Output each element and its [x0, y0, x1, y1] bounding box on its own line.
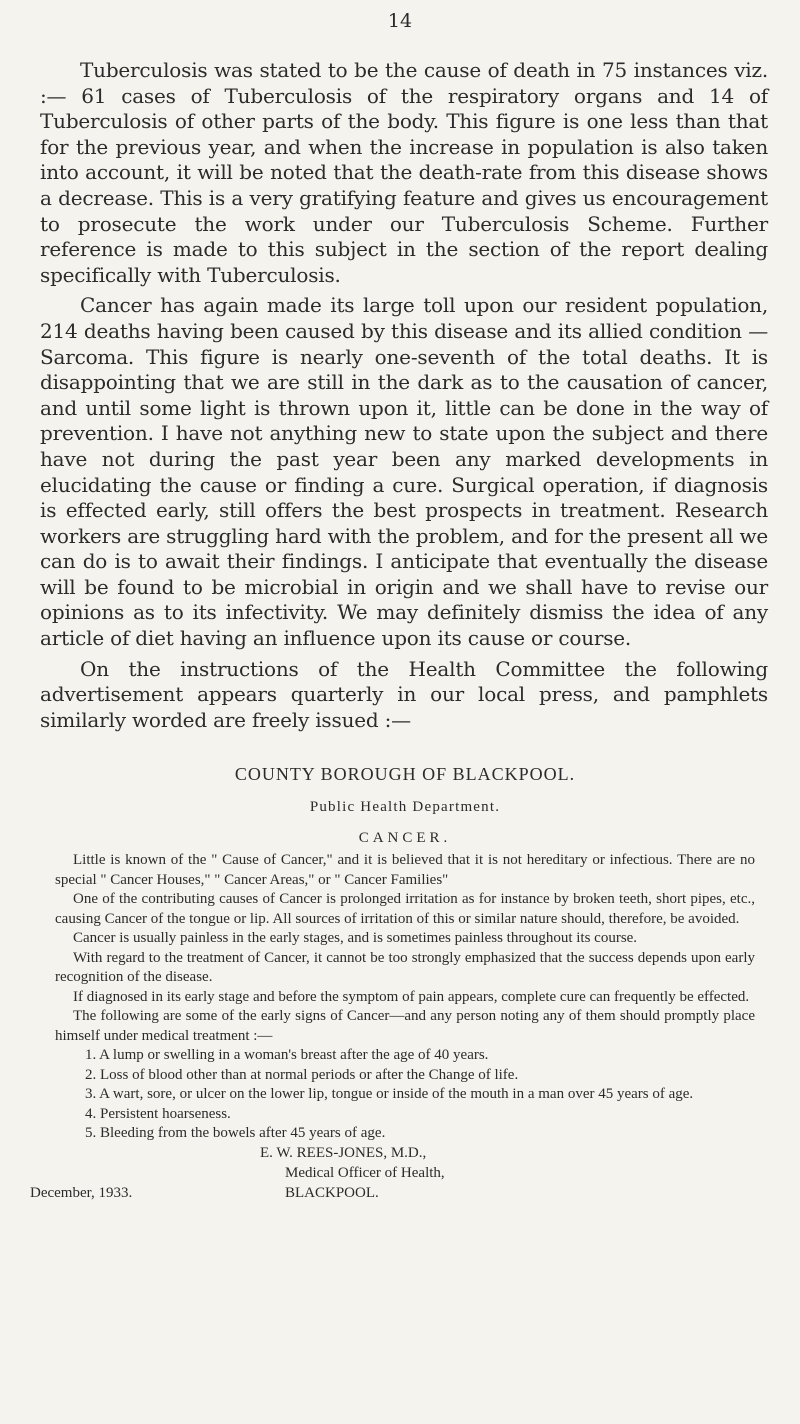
- list-item: 5. Bleeding from the bowels after 45 years of age.: [85, 1125, 386, 1141]
- paragraph-cancer: Cancer has again made its large toll upon our resident population, 214 deaths having been caused by this disease and its allied condition —Sarcoma. This figure is nearly one-seventh of the total deaths. It is disappointing that we are still in the dark as to the causation of cancer, and until some light is thrown upon it, little can be done in the way of prevention. I have not anything new to state upon the subject and there have not during the past year been any marked developments in elucidating the cause or finding a cure. Surgical operation, if diagnosis is effected early, still offers the best prospects in treatment. Research workers are struggling hard with the problem, and for the present all we can do is to await their findings. I anticipate that eventually the disease will be found to be microbial in origin and we shall have to revise our opinions as to its infectivity. We may definitely dismiss the idea of any article of diet having an influence upon its cause or course.: [40, 293, 768, 651]
- paragraph-tuberculosis: Tuberculosis was stated to be the cause of death in 75 instances viz. :— 61 cases of Tuberculosis of the respiratory organs and 14 of Tuberculosis of other parts of the body. This figure is one less than that for the previous year, and when the increase in population is also taken into account, it will be noted that the death-rate from this disease shows a decrease. This is a very gratifying feature and gives us encouragement to prosecute the work under our Tuberculosis Scheme. Further reference is made to this subject in the section of the report dealing specifically with Tuberculosis.: [40, 58, 768, 287]
- notice-paragraph: Little is known of the " Cause of Cancer," and it is believed that it is not hereditary or infectious. There are no special " Cancer Houses," " Cancer Areas," or " Cancer Families": [55, 852, 755, 888]
- notice-text: [55, 851, 755, 1046]
- notice-paragraph: One of the contributing causes of Cancer is prolonged irritation as for instance by broken teeth, short pipes, etc., causing Cancer of the tongue or lip. All sources of irritation of this or similar nature should, therefore, be avoided.: [55, 891, 755, 927]
- list-item: 2. Loss of blood other than at normal periods or after the Change of life.: [85, 1066, 519, 1083]
- early-signs-list: [55, 1046, 755, 1144]
- page-number: 14: [387, 10, 413, 32]
- notice-heading: COUNTY BOROUGH OF BLACKPOOL.: [234, 764, 576, 784]
- signature-date: December, 1933.: [30, 1184, 133, 1201]
- notice-paragraph: If diagnosed in its early stage and before the symptom of pain appears, complete cure can frequently be effected.: [73, 988, 750, 1005]
- notice-paragraph: Cancer is usually painless in the early stages, and is sometimes painless throughout its course.: [73, 930, 638, 946]
- notice-title: CANCER.: [358, 830, 452, 846]
- list-item: 3. A wart, sore, or ulcer on the lower lip, tongue or inside of the mouth in a man over 45 years of age.: [85, 1086, 694, 1102]
- list-item: 4. Persistent hoarseness.: [85, 1105, 231, 1122]
- notice-paragraph: The following are some of the early signs of Cancer—and any person noting any of them should promptly place himself under medical treatment :—: [55, 1008, 755, 1044]
- signature-name: E. W. REES-JONES, M.D.,: [260, 1144, 427, 1161]
- cancer-notice: [30, 764, 755, 1204]
- list-item: 1. A lump or swelling in a woman's breast after the age of 40 years.: [85, 1047, 489, 1063]
- report-body: [40, 58, 768, 733]
- signature-title: Medical Officer of Health,: [285, 1164, 445, 1181]
- paragraph-advertisement-intro: On the instructions of the Health Committee the following advertisement appears quarterly in our local press, and pamphlets similarly worded are freely issued :—: [40, 656, 768, 732]
- notice-department: Public Health Department.: [309, 799, 501, 815]
- signature-place: BLACKPOOL.: [285, 1184, 379, 1201]
- signature-block: [30, 1144, 755, 1204]
- notice-paragraph: With regard to the treatment of Cancer, it cannot be too strongly emphasized that the success depends upon early recognition of the disease.: [55, 949, 755, 985]
